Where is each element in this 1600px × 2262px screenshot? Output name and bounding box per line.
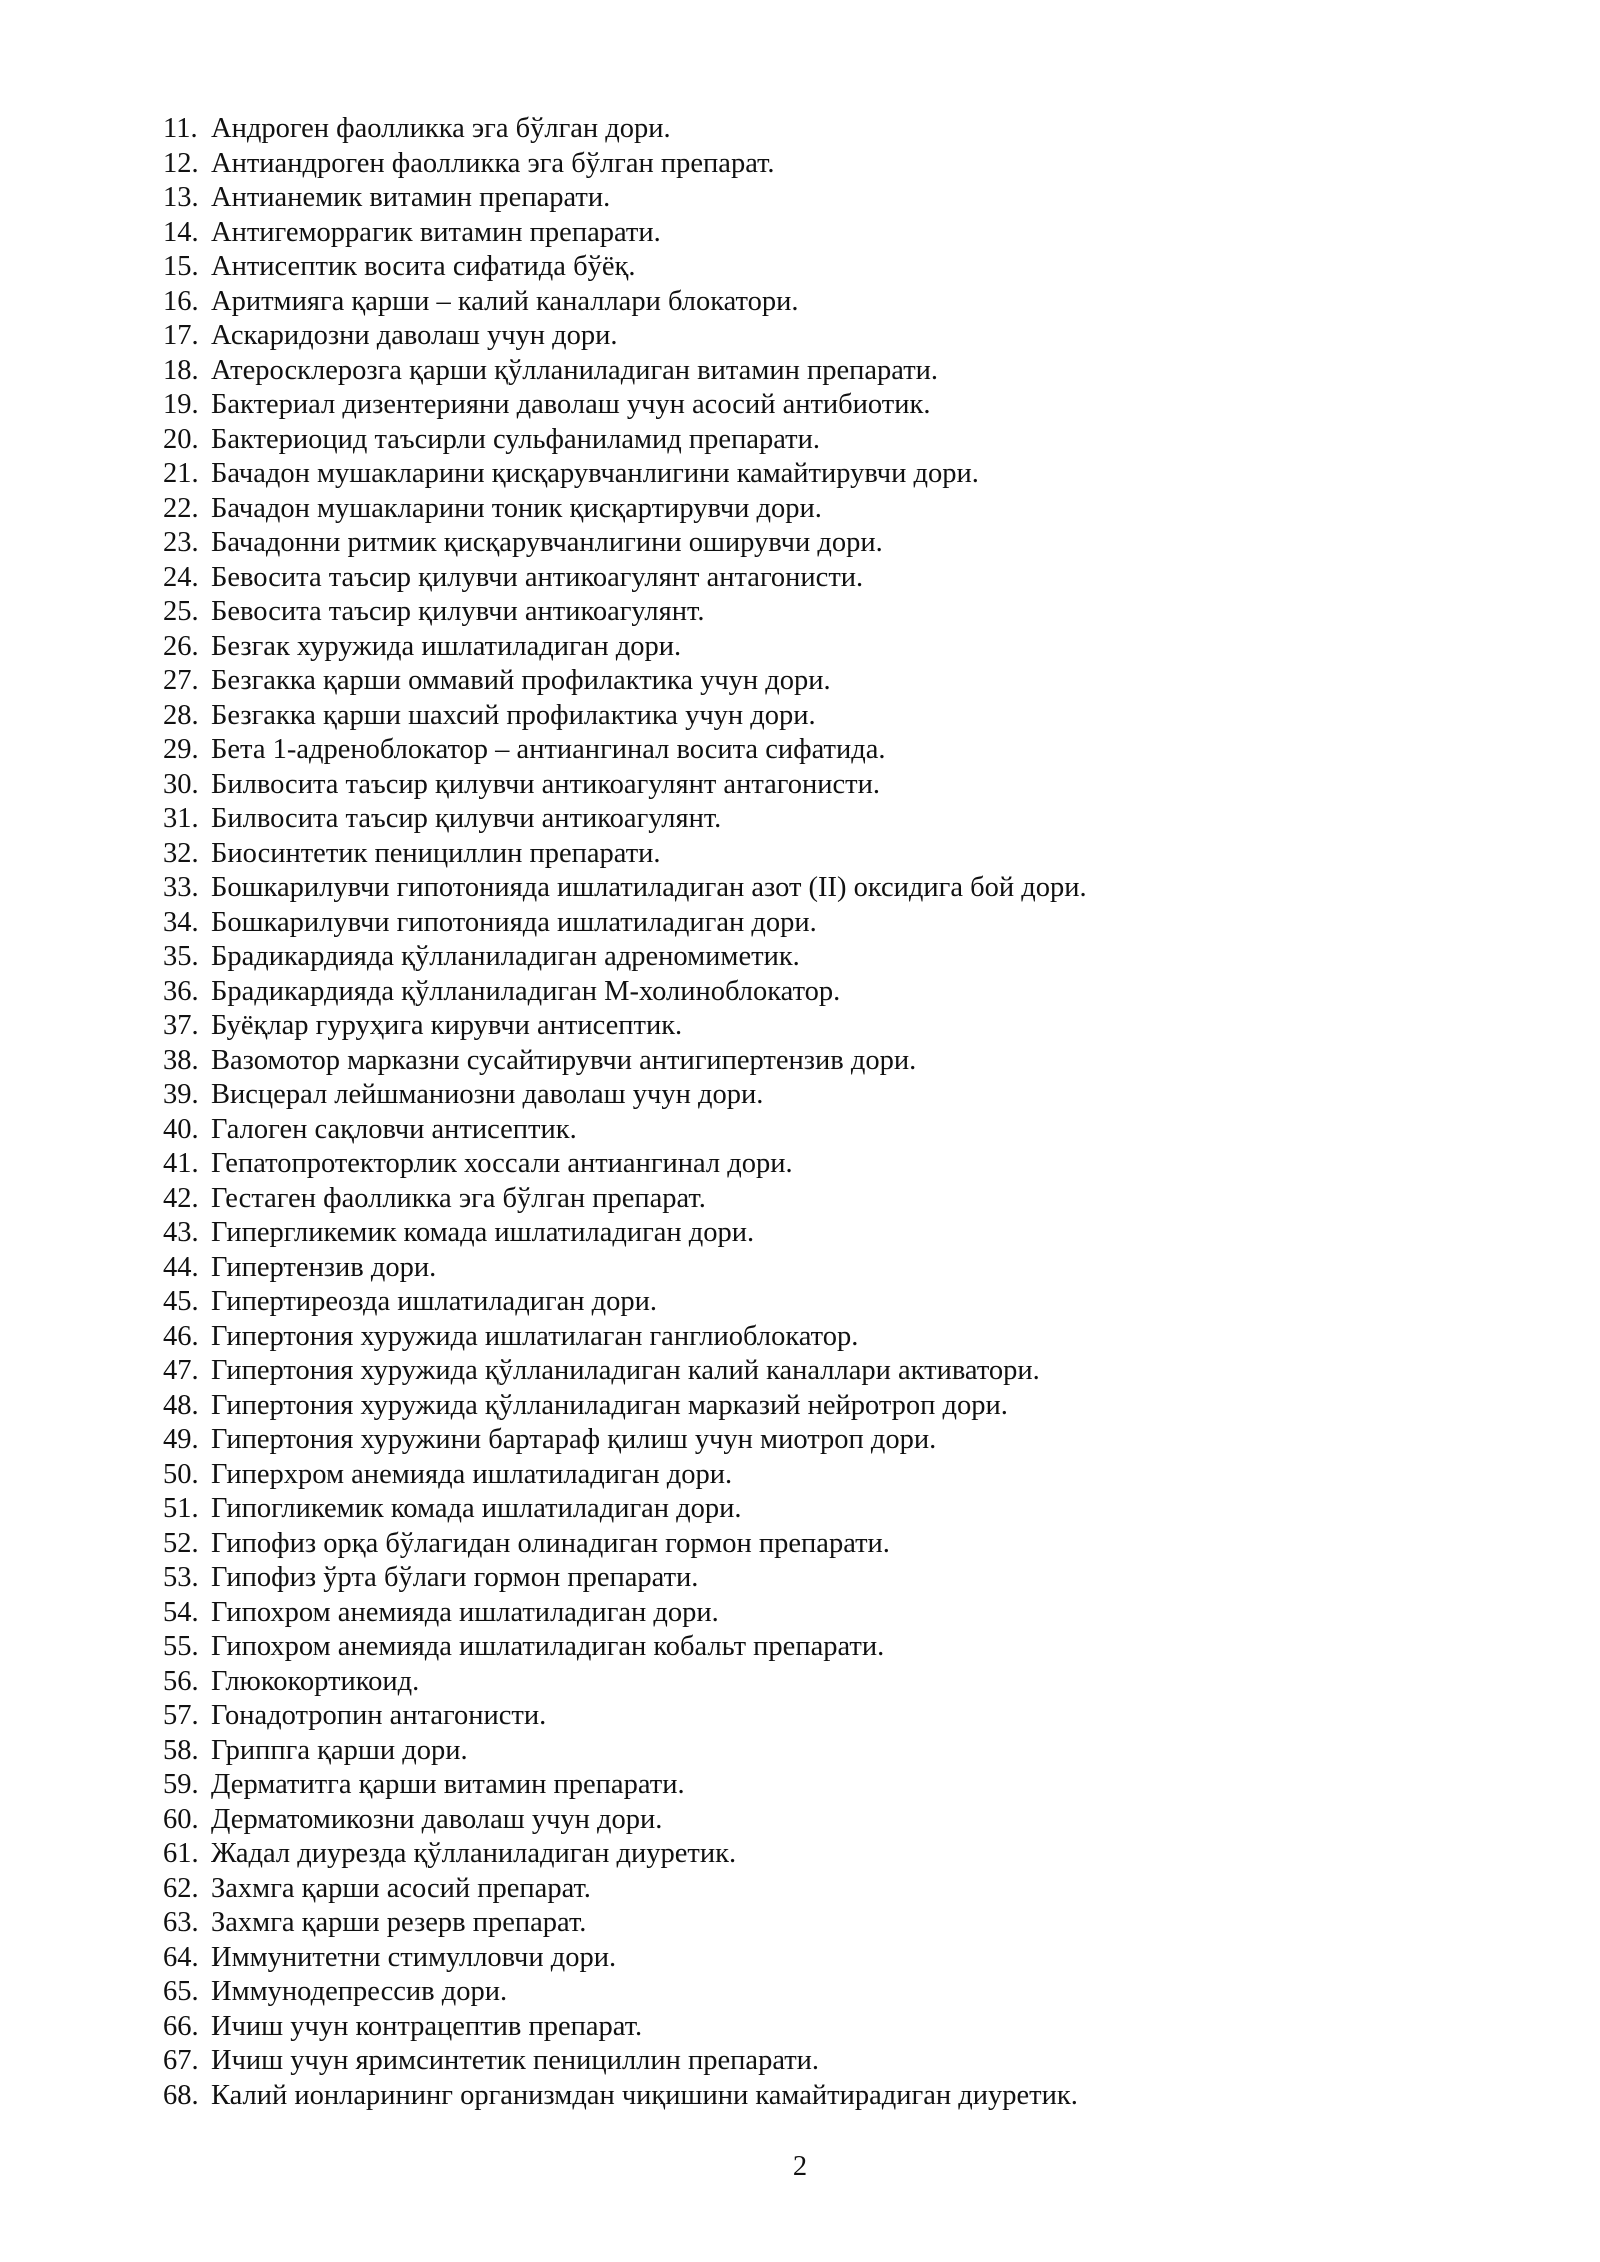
list-item	[163, 630, 1087, 665]
list-item	[163, 940, 1087, 975]
item-text: Висцерал лейшманиозни даволаш учун дори.	[211, 1079, 764, 1110]
item-text: Гиперхром анемияда ишлатиладиган дори.	[211, 1458, 733, 1490]
item-text: Дерматитга қарши витамин препарати.	[211, 1769, 685, 1800]
item-number: 53.	[163, 1562, 199, 1593]
item-text: Бактериал дизентерияни даволаш учун асосий антибиотик.	[211, 389, 931, 420]
item-number: 29.	[163, 734, 199, 765]
item-text: Антигеморрагик витамин препарати.	[211, 216, 661, 248]
item-number: 12.	[163, 147, 199, 179]
page-number: 2	[792, 2151, 808, 2182]
list-item	[163, 699, 1087, 734]
item-number: 18.	[163, 354, 199, 386]
item-number: 34.	[163, 906, 199, 938]
item-text: Бевосита таъсир қилувчи антикоагулянт антагонисти.	[211, 561, 864, 593]
item-number: 52.	[163, 1527, 199, 1559]
item-number: 32.	[163, 837, 199, 869]
item-number: 21.	[163, 458, 199, 489]
list-item	[163, 1285, 1087, 1320]
item-number: 35.	[163, 941, 199, 972]
list-item	[163, 1044, 1087, 1079]
item-text: Гестаген фаолликка эга бўлган препарат.	[211, 1182, 706, 1214]
item-number: 39.	[163, 1079, 199, 1110]
list-item	[163, 319, 1087, 354]
item-text: Билвосита таъсир қилувчи антикоагулянт антагонисти.	[211, 768, 880, 800]
item-text: Гипертензив дори.	[211, 1251, 437, 1283]
list-item	[163, 837, 1087, 872]
item-number: 25.	[163, 596, 199, 627]
item-text: Бачадон мушакларини қисқарувчанлигини камайтирувчи дори.	[211, 458, 979, 489]
item-text: Гриппга қарши дори.	[211, 1734, 468, 1766]
item-text: Буёқлар гуруҳига кирувчи антисептик.	[211, 1010, 683, 1041]
item-number: 40.	[163, 1113, 199, 1145]
list-item	[163, 1147, 1087, 1182]
item-text: Безгакка қарши шахсий профилактика учун дори.	[211, 699, 816, 731]
item-number: 30.	[163, 768, 199, 800]
item-text: Гипертония хуружида қўлланиладиган калий каналлари активатори.	[211, 1355, 1040, 1386]
item-number: 66.	[163, 2010, 199, 2042]
item-number: 26.	[163, 630, 199, 662]
item-text: Биосинтетик пенициллин препарати.	[211, 837, 661, 869]
list-item	[163, 561, 1087, 596]
item-text: Бета 1-адреноблокатор – антиангинал восита сифатида.	[211, 734, 886, 765]
item-number: 23.	[163, 527, 199, 558]
list-item	[163, 216, 1087, 251]
item-text: Гипофиз ўрта бўлаги гормон препарати.	[211, 1562, 699, 1593]
item-number: 13.	[163, 182, 199, 213]
item-text: Иммунитетни стимулловчи дори.	[211, 1941, 617, 1973]
item-number: 27.	[163, 665, 199, 696]
item-text: Бачадон мушакларини тоник қисқартирувчи дори.	[211, 492, 822, 524]
list-item	[163, 1699, 1087, 1734]
item-number: 42.	[163, 1182, 199, 1214]
item-text: Атеросклерозга қарши қўлланиладиган витамин препарати.	[211, 354, 939, 386]
list-item	[163, 906, 1087, 941]
list-item	[163, 1182, 1087, 1217]
list-item	[163, 1458, 1087, 1493]
item-number: 14.	[163, 216, 199, 248]
item-text: Гепатопротекторлик хоссали антиангинал дори.	[211, 1148, 793, 1179]
item-text: Брадикардияда қўлланиладиган адреномиметик.	[211, 941, 800, 972]
item-text: Антисептик восита сифатида бўёқ.	[211, 251, 636, 282]
item-text: Захмга қарши резерв препарат.	[211, 1907, 587, 1938]
list-item	[163, 457, 1087, 492]
item-text: Бактериоцид таъсирли сульфаниламид препарати.	[211, 423, 820, 455]
item-text: Билвосита таъсир қилувчи антикоагулянт.	[211, 803, 722, 834]
item-text: Гонадотропин антагонисти.	[211, 1700, 547, 1731]
item-number: 24.	[163, 561, 199, 593]
item-number: 20.	[163, 423, 199, 455]
item-text: Дерматомикозни даволаш учун дори.	[211, 1803, 663, 1835]
item-text: Брадикардияда қўлланиладиган М-холиноблокатор.	[211, 975, 841, 1007]
item-number: 50.	[163, 1458, 199, 1490]
item-number: 47.	[163, 1355, 199, 1386]
item-number: 28.	[163, 699, 199, 731]
item-text: Гипохром анемияда ишлатиладиган кобальт препарати.	[211, 1631, 885, 1662]
item-number: 54.	[163, 1596, 199, 1628]
list-item	[163, 802, 1087, 837]
list-item	[163, 1078, 1087, 1113]
item-text: Антиандроген фаолликка эга бўлган препарат.	[211, 147, 775, 179]
list-item	[163, 1906, 1087, 1941]
item-text: Бошкарилувчи гипотонияда ишлатиладиган азот (II) оксидига бой дори.	[211, 872, 1087, 903]
list-item	[163, 1009, 1087, 1044]
item-number: 49.	[163, 1424, 199, 1455]
item-number: 62.	[163, 1872, 199, 1904]
item-text: Вазомотор марказни сусайтирувчи антигипертензив дори.	[211, 1044, 917, 1076]
list-item	[163, 492, 1087, 527]
list-item	[163, 354, 1087, 389]
item-number: 38.	[163, 1044, 199, 1076]
list-item	[163, 1216, 1087, 1251]
list-item	[163, 1837, 1087, 1872]
list-item	[163, 1492, 1087, 1527]
list-item	[163, 595, 1087, 630]
list-item	[163, 871, 1087, 906]
list-item	[163, 2010, 1087, 2045]
item-text: Гипохром анемияда ишлатиладиган дори.	[211, 1596, 719, 1628]
item-number: 58.	[163, 1734, 199, 1766]
list-item	[163, 181, 1087, 216]
item-number: 46.	[163, 1320, 199, 1352]
item-number: 68.	[163, 2079, 199, 2111]
item-text: Глюкокортикоид.	[211, 1665, 420, 1697]
list-item	[163, 1872, 1087, 1907]
item-text: Ичиш учун контрацептив препарат.	[211, 2010, 643, 2042]
list-item	[163, 975, 1087, 1010]
list-item	[163, 1561, 1087, 1596]
list-item	[163, 1596, 1087, 1631]
list-item	[163, 2079, 1087, 2114]
list-item	[163, 1630, 1087, 1665]
question-list	[163, 112, 1087, 2113]
item-number: 45.	[163, 1286, 199, 1317]
item-text: Гипофиз орқа бўлагидан олинадиган гормон препарати.	[211, 1527, 890, 1559]
item-text: Гипертония хуружида ишлатилаган ганглиоблокатор.	[211, 1320, 859, 1352]
item-number: 44.	[163, 1251, 199, 1283]
item-text: Бевосита таъсир қилувчи антикоагулянт.	[211, 596, 705, 627]
item-text: Иммунодепрессив дори.	[211, 1976, 508, 2007]
list-item	[163, 1803, 1087, 1838]
list-item	[163, 250, 1087, 285]
item-text: Ичиш учун яримсинтетик пенициллин препарати.	[211, 2045, 820, 2076]
item-text: Аритмияга қарши – калий каналлари блокатори.	[211, 285, 799, 317]
item-text: Гипергликемик комада ишлатиладиган дори.	[211, 1217, 755, 1248]
item-text: Безгак хуружида ишлатиладиган дори.	[211, 630, 682, 662]
list-item	[163, 1665, 1087, 1700]
list-item	[163, 1251, 1087, 1286]
item-number: 33.	[163, 872, 199, 903]
item-text: Антианемик витамин препарати.	[211, 182, 611, 213]
list-item	[163, 388, 1087, 423]
item-number: 55.	[163, 1631, 199, 1662]
list-item	[163, 2044, 1087, 2079]
item-text: Жадал диурезда қўлланиладиган диуретик.	[211, 1838, 737, 1869]
item-number: 56.	[163, 1665, 199, 1697]
item-text: Галоген сақловчи антисептик.	[211, 1113, 577, 1145]
item-number: 59.	[163, 1769, 199, 1800]
item-number: 15.	[163, 251, 199, 282]
item-text: Калий ионларининг организмдан чиқишини камайтирадиган диуретик.	[211, 2079, 1078, 2111]
item-text: Захмга қарши асосий препарат.	[211, 1872, 591, 1904]
list-item	[163, 423, 1087, 458]
item-number: 19.	[163, 389, 199, 420]
list-item	[163, 1389, 1087, 1424]
item-number: 63.	[163, 1907, 199, 1938]
item-text: Бачадонни ритмик қисқарувчанлигини оширувчи дори.	[211, 527, 883, 558]
list-item	[163, 285, 1087, 320]
item-number: 31.	[163, 803, 199, 834]
item-number: 67.	[163, 2045, 199, 2076]
item-number: 48.	[163, 1389, 199, 1421]
item-number: 60.	[163, 1803, 199, 1835]
item-text: Гипертиреозда ишлатиладиган дори.	[211, 1286, 658, 1317]
item-number: 64.	[163, 1941, 199, 1973]
item-number: 41.	[163, 1148, 199, 1179]
item-number: 57.	[163, 1700, 199, 1731]
list-item	[163, 112, 1087, 147]
item-text: Андроген фаолликка эга бўлган дори.	[211, 113, 671, 144]
item-number: 43.	[163, 1217, 199, 1248]
item-text: Гипогликемик комада ишлатиладиган дори.	[211, 1493, 742, 1524]
item-number: 36.	[163, 975, 199, 1007]
list-item	[163, 1113, 1087, 1148]
list-item	[163, 1320, 1087, 1355]
item-text: Безгакка қарши оммавий профилактика учун дори.	[211, 665, 831, 696]
list-item	[163, 1768, 1087, 1803]
list-item	[163, 1354, 1087, 1389]
list-item	[163, 1941, 1087, 1976]
list-item	[163, 147, 1087, 182]
item-number: 51.	[163, 1493, 199, 1524]
item-number: 61.	[163, 1838, 199, 1869]
item-number: 65.	[163, 1976, 199, 2007]
list-item	[163, 664, 1087, 699]
list-item	[163, 1527, 1087, 1562]
item-text: Гипертония хуружини бартараф қилиш учун миотроп дори.	[211, 1424, 937, 1455]
item-number: 11.	[163, 113, 198, 144]
item-number: 17.	[163, 320, 199, 351]
list-item	[163, 1734, 1087, 1769]
list-item	[163, 768, 1087, 803]
item-text: Бошкарилувчи гипотонияда ишлатиладиган дори.	[211, 906, 817, 938]
list-item	[163, 1423, 1087, 1458]
list-item	[163, 526, 1087, 561]
item-number: 22.	[163, 492, 199, 524]
list-item	[163, 1975, 1087, 2010]
item-number: 16.	[163, 285, 199, 317]
item-text: Гипертония хуружида қўлланиладиган марказий нейротроп дори.	[211, 1389, 1008, 1421]
item-text: Аскаридозни даволаш учун дори.	[211, 320, 618, 351]
list-item	[163, 733, 1087, 768]
item-number: 37.	[163, 1010, 199, 1041]
